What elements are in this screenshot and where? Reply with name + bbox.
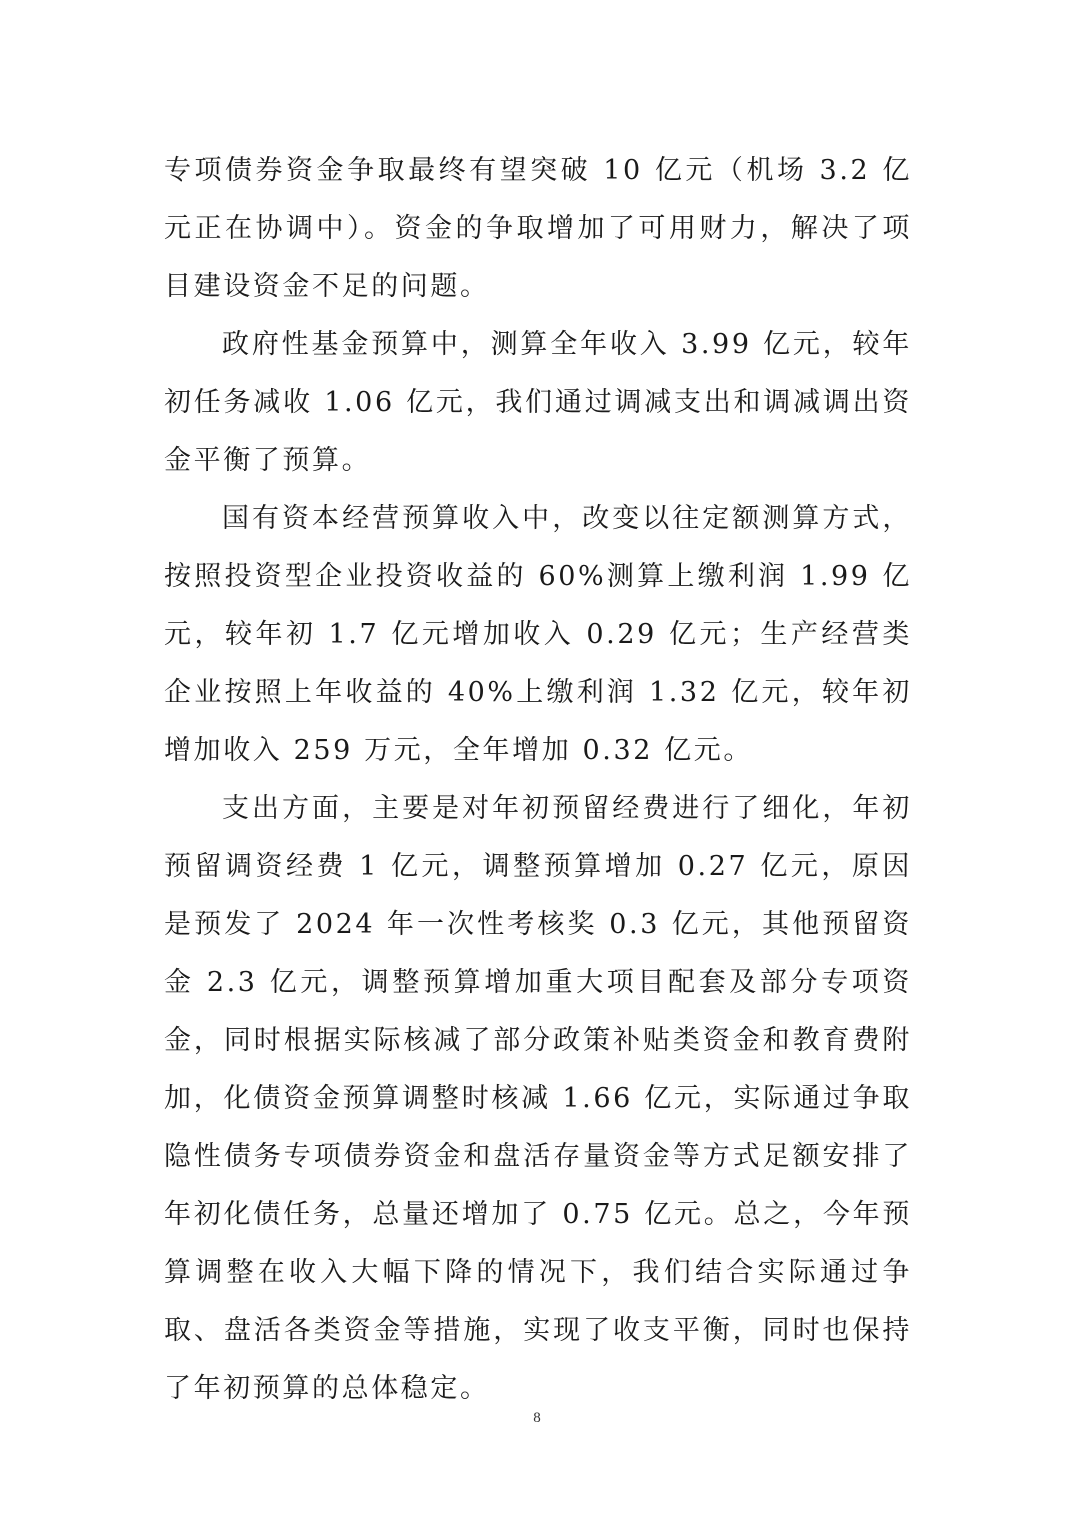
- paragraph-government-fund-budget: 政府性基金预算中，测算全年收入 3.99 亿元，较年初任务减收 1.06 亿元，我们通过调减支出和调减调出资金平衡了预算。: [164, 329, 912, 476]
- paragraph-continuation: 专项债券资金争取最终有望突破 10 亿元（机场 3.2 亿元正在协调中）。资金的争取增加了可用财力，解决了项目建设资金不足的问题。: [164, 155, 912, 302]
- page-number: 8: [533, 1410, 541, 1426]
- body-text: [164, 142, 912, 1418]
- paragraph-state-capital-budget: 国有资本经营预算收入中，改变以往定额测算方式，按照投资型企业投资收益的 60%测算上缴利润 1.99 亿元，较年初 1.7 亿元增加收入 0.29 亿元；生产经营类企业按照上年收益的 40%上缴利润 1.32 亿元，较年初增加收入 259 万元，全年增加 0.32 亿元。: [164, 503, 912, 766]
- paragraph-expenditure: 支出方面，主要是对年初预留经费进行了细化，年初预留调资经费 1 亿元，调整预算增加 0.27 亿元，原因是预发了 2024 年一次性考核奖 0.3 亿元，其他预留资金 2.3 亿元，调整预算增加重大项目配套及部分专项资金，同时根据实际核减了部分政策补贴类资金和教育费附加，化债资金预算调整时核减 1.66 亿元，实际通过争取隐性债务专项债券资金和盘活存量资金等方式足额安排了年初化债任务，总量还增加了 0.75 亿元。总之，今年预算调整在收入大幅下降的情况下，我们结合实际通过争取、盘活各类资金等措施，实现了收支平衡，同时也保持了年初预算的总体稳定。: [164, 793, 912, 1404]
